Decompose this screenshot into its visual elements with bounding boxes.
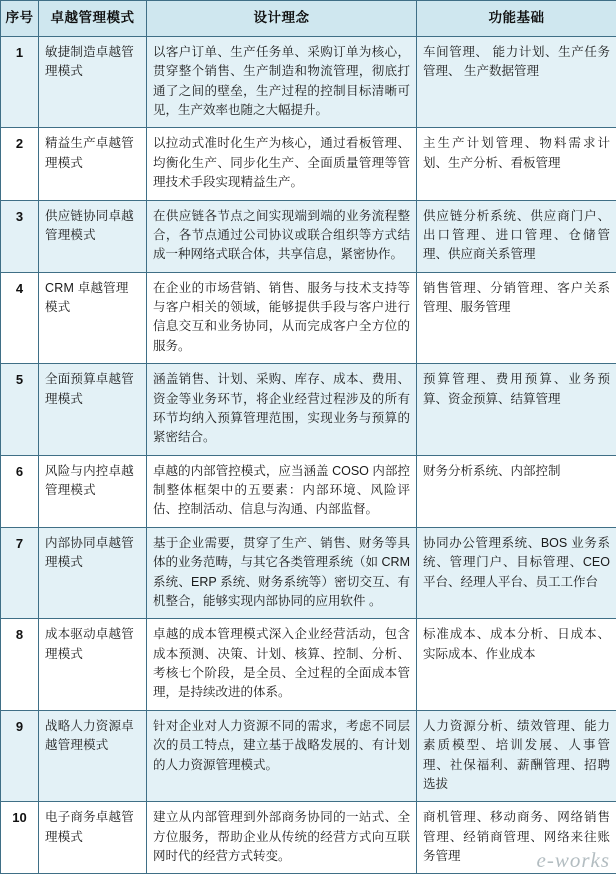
cell-mode: CRM 卓越管理模式 xyxy=(39,272,147,364)
table-row xyxy=(1,364,616,456)
cell-seq: 8 xyxy=(1,619,39,711)
table-header xyxy=(1,1,616,37)
cell-mode: 精益生产卓越管理模式 xyxy=(39,128,147,200)
table-body xyxy=(1,36,616,874)
column-header-mode: 卓越管理模式 xyxy=(39,1,147,37)
cell-idea: 涵盖销售、计划、采购、库存、成本、费用、资金等业务环节，将企业经营过程涉及的所有环节均纳入预算管理范围，实现业务与预算的紧密结合。 xyxy=(147,364,417,456)
table-row xyxy=(1,802,616,874)
table-header-row xyxy=(1,1,616,37)
cell-seq: 9 xyxy=(1,710,39,802)
table-row xyxy=(1,710,616,802)
cell-mode: 电子商务卓越管理模式 xyxy=(39,802,147,874)
column-header-idea: 设计理念 xyxy=(147,1,417,37)
cell-function: 商机管理、移动商务、网络销售管理、经销商管理、网络来往账务管理 xyxy=(417,802,616,874)
cell-seq: 10 xyxy=(1,802,39,874)
cell-seq: 2 xyxy=(1,128,39,200)
cell-idea: 以客户订单、生产任务单、采购订单为核心，贯穿整个销售、生产制造和物流管理，彻底打通了之间的壁垒，生产过程的控制目标清晰可见，生产效率也随之大幅提升。 xyxy=(147,36,417,128)
cell-mode: 全面预算卓越管理模式 xyxy=(39,364,147,456)
cell-function: 标准成本、成本分析、日成本、 实际成本、作业成本 xyxy=(417,619,616,711)
cell-idea: 建立从内部管理到外部商务协同的一站式、全方位服务，帮助企业从传统的经营方式向互联网时代的经营方式转变。 xyxy=(147,802,417,874)
column-header-seq: 序号 xyxy=(1,1,39,37)
cell-function: 销售管理、分销管理、客户关系管理、服务管理 xyxy=(417,272,616,364)
cell-seq: 5 xyxy=(1,364,39,456)
table-row xyxy=(1,36,616,128)
table-row xyxy=(1,128,616,200)
cell-function: 供应链分析系统、供应商门户、出口管理、进口管理、仓储管理、供应商关系管理 xyxy=(417,200,616,272)
table-row xyxy=(1,619,616,711)
table-row xyxy=(1,200,616,272)
table-row xyxy=(1,272,616,364)
cell-function: 预算管理、费用预算、业务预算、资金预算、结算管理 xyxy=(417,364,616,456)
cell-seq: 6 xyxy=(1,455,39,527)
table-row xyxy=(1,455,616,527)
cell-function: 主生产计划管理、物料需求计划、生产分析、看板管理 xyxy=(417,128,616,200)
table-row xyxy=(1,527,616,619)
cell-mode: 内部协同卓越管理模式 xyxy=(39,527,147,619)
cell-idea: 基于企业需要，贯穿了生产、销售、财务等具体的业务范畴，与其它各类管理系统（如 CRM 系统、ERP 系统、财务系统等）密切交互、有机整合，能够实现内部协同的应用软件 。 xyxy=(147,527,417,619)
column-header-function: 功能基础 xyxy=(417,1,616,37)
cell-seq: 7 xyxy=(1,527,39,619)
cell-idea: 卓越的成本管理模式深入企业经营活动，包含成本预测、决策、计划、核算、控制、分析、考核七个阶段，是全员、全过程的全面成本管理，是持续改进的体系。 xyxy=(147,619,417,711)
cell-idea: 在企业的市场营销、销售、服务与技术支持等与客户相关的领域，能够提供手段与客户进行信息交互和业务协同，从而完成客户全方位的服务。 xyxy=(147,272,417,364)
cell-function: 协同办公管理系统、BOS 业务系统、管理门户、目标管理、CEO 平台、经理人平台、员工工作台 xyxy=(417,527,616,619)
cell-mode: 战略人力资源卓越管理模式 xyxy=(39,710,147,802)
cell-mode: 供应链协同卓越管理模式 xyxy=(39,200,147,272)
cell-mode: 敏捷制造卓越管理模式 xyxy=(39,36,147,128)
cell-idea: 在供应链各节点之间实现端到端的业务流程整合，各节点通过公司协议或联合组织等方式结成一种网络式联合体，共享信息，紧密协作。 xyxy=(147,200,417,272)
cell-mode: 成本驱动卓越管理模式 xyxy=(39,619,147,711)
cell-seq: 3 xyxy=(1,200,39,272)
cell-seq: 1 xyxy=(1,36,39,128)
watermark-text: e-works xyxy=(536,848,610,872)
cell-function: 人力资源分析、绩效管理、能力素质模型、培训发展、人事管理、社保福利、薪酬管理、招聘选拔 xyxy=(417,710,616,802)
cell-idea: 以拉动式准时化生产为核心，通过看板管理、均衡化生产、同步化生产、全面质量管理等管理技术手段实现精益生产。 xyxy=(147,128,417,200)
cell-function: 财务分析系统、内部控制 xyxy=(417,455,616,527)
cell-seq: 4 xyxy=(1,272,39,364)
cell-idea: 卓越的内部管控模式，应当涵盖 COSO 内部控制整体框架中的五要素：内部环境、风险评估、控制活动、信息与沟通、内部监督。 xyxy=(147,455,417,527)
cell-mode: 风险与内控卓越管理模式 xyxy=(39,455,147,527)
cell-idea: 针对企业对人力资源不同的需求，考虑不同层次的员工特点，建立基于战略发展的、有计划的人力资源管理模式。 xyxy=(147,710,417,802)
cell-function: 车间管理、 能力计划、生产任务管理、 生产数据管理 xyxy=(417,36,616,128)
